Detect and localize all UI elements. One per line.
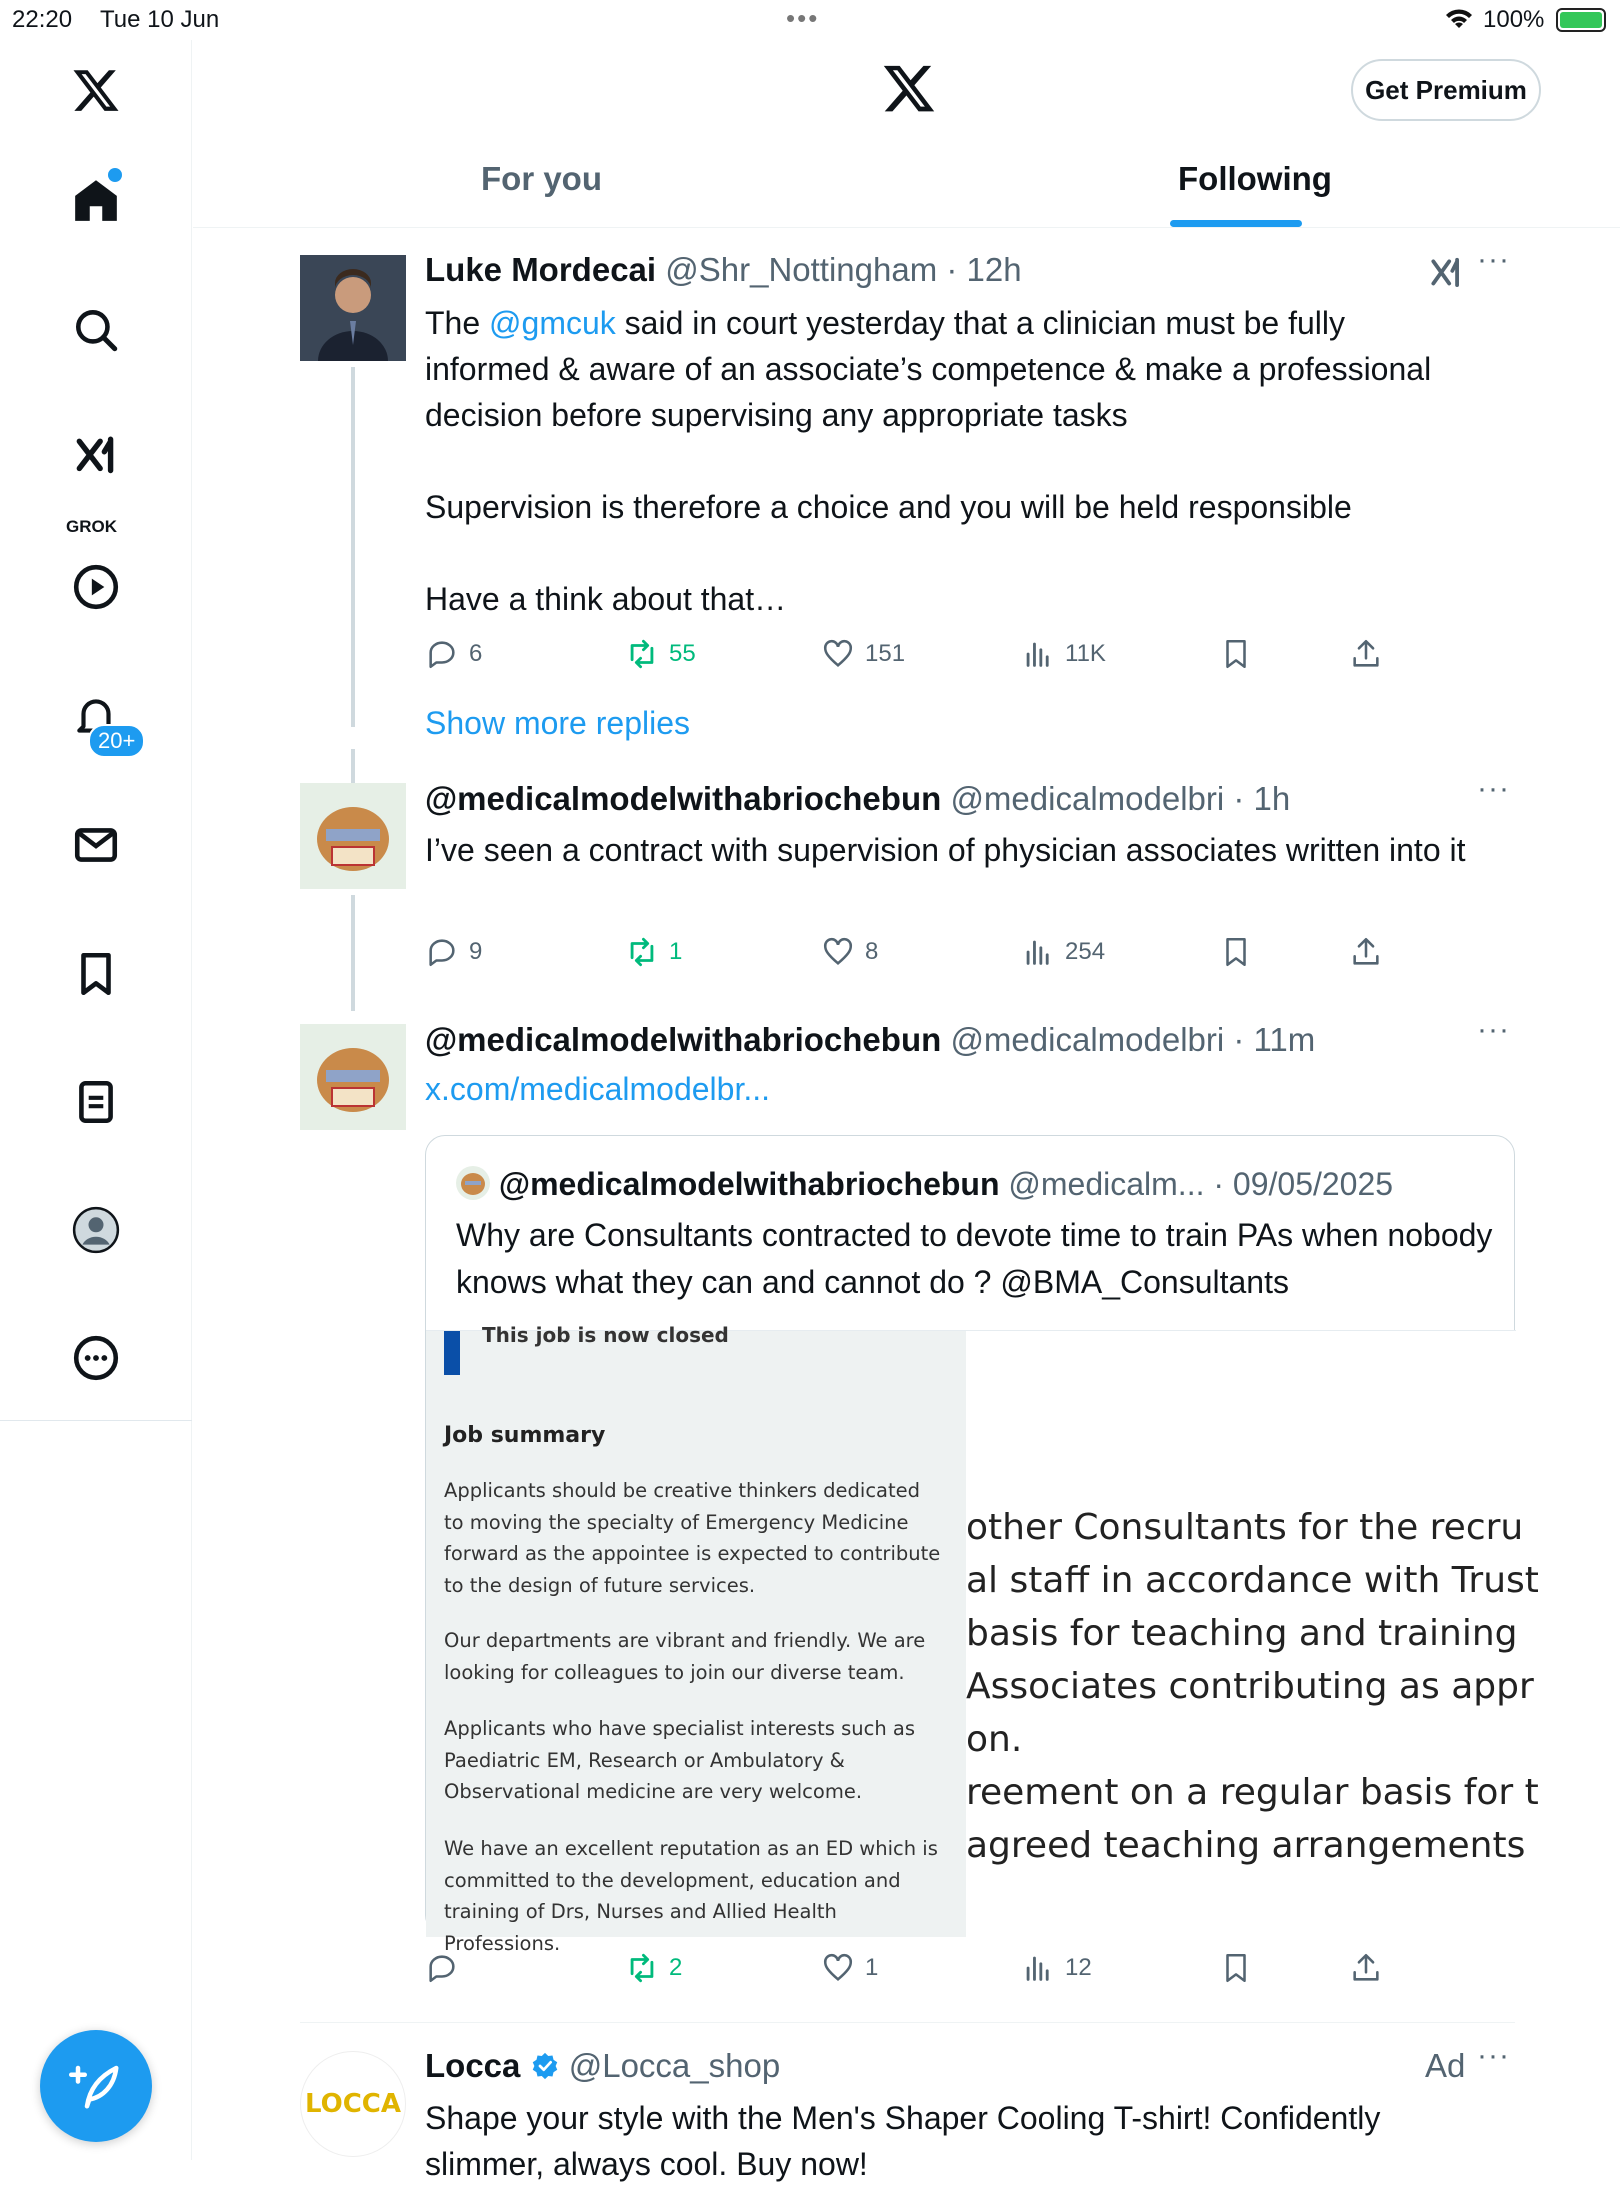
heart-icon: [821, 1951, 855, 1985]
repost-icon: [625, 1951, 659, 1985]
post-time[interactable]: 11m: [1253, 1021, 1316, 1058]
more-options-icon[interactable]: ···: [1477, 772, 1510, 805]
share-icon: [1349, 935, 1383, 969]
share-icon: [1349, 1951, 1383, 1985]
quoted-avatar: [456, 1166, 490, 1200]
wifi-icon: [1444, 6, 1474, 32]
quoted-image[interactable]: [426, 1323, 1539, 1955]
bookmarks-icon[interactable]: [56, 934, 136, 1014]
bookmark-icon: [1219, 935, 1253, 969]
ad-label: Ad: [1425, 2047, 1466, 2084]
heart-icon: [821, 637, 855, 671]
reply-icon: [425, 935, 459, 969]
views-button[interactable]: 254: [1021, 935, 1105, 969]
post-actions: [425, 935, 1425, 975]
battery-icon: [1556, 8, 1606, 32]
sidebar-divider: [0, 1420, 192, 1421]
more-options-icon[interactable]: ···: [1477, 2039, 1510, 2072]
timeline-feed: Luke Mordecai @Shr_Nottingham · 12h ··· The @gmcuk said in court yesterday that a clinician must be fully informed & aware of an associate’s competence & make a professional decision before supervising any appropriate tasks Supervision is therefore a choice and you will be held responsible Have a think about that… 6 55 151 11K Show more replies @medicalmodelwithabriochebun @medicalmodelbri · 1h ··· I’ve seen a contract with supervision of physician associates written into it 9 1 8 254 @medicalmodelwithabriochebun @medicalmodelbri · 11m ··· x.com/medicalmodelbr... @medicalmodelwithabriochebun @medicalm... · 09/05/2025 Why are Consultants contracted to devote time to train PAs when nobody knows what they can and cannot do ? @BMA_Consultants This job is now closed Job summary Applicants should be creative thinkers dedicated to moving the specialty of Emergency Medicine forward as the appointee is expected to contribute to the design of future services. Our departments are vibrant and friendly. We are looking for colleagues to join our diverse team. Applicants who have specialist interests such as Paediatric EM, Research or Ambulatory & Observational medicine are very welcome. We have an excellent reputation as an ED which is committed to the development, education and training of Drs, Nurses and Allied Health Professions. other Consultants for the recru al staff in accordance with Trust basis for teaching and training Associates contributing as appr on. reement on a regular basis for t agreed teaching arrangements 2 1 12 LOCCA Locca @Locca_shop Ad ··· Shape your style with the Men's Shaper Cooling T-shirt! Confidently slimmer, always cool. Buy now!: [193, 229, 1620, 2160]
post-time[interactable]: 12h: [966, 251, 1022, 288]
share-button[interactable]: [1349, 935, 1383, 969]
repost-button[interactable]: 2: [625, 1951, 682, 1985]
repost-button[interactable]: 1: [625, 935, 682, 969]
get-premium-button[interactable]: Get Premium: [1351, 59, 1541, 121]
like-button[interactable]: 151: [821, 637, 905, 671]
bookmark-button[interactable]: [1219, 637, 1253, 671]
avatar[interactable]: [300, 783, 406, 889]
grok-explain-icon[interactable]: [1427, 255, 1465, 293]
reply-button[interactable]: [425, 1951, 469, 1985]
unread-dot: [108, 168, 122, 182]
status-bar: [0, 0, 1620, 40]
bookmark-button[interactable]: [1219, 1951, 1253, 1985]
feather-plus-icon: [69, 2059, 123, 2113]
tab-following[interactable]: Following: [1178, 160, 1332, 197]
messages-envelope-icon[interactable]: [56, 805, 136, 885]
thread-line: [351, 367, 355, 727]
date: Tue 10 Jun: [100, 6, 220, 33]
quoted-text: Why are Consultants contracted to devote time to train PAs when nobody knows what they can and cannot do ? @BMA_Consultants: [456, 1217, 1493, 1300]
search-icon[interactable]: [56, 290, 136, 370]
grok-label: GROK: [66, 517, 117, 536]
author-name[interactable]: Locca: [425, 2047, 521, 2084]
post-actions: [425, 637, 1425, 677]
like-button[interactable]: 8: [821, 935, 878, 969]
repost-icon: [625, 637, 659, 671]
author-name[interactable]: @medicalmodelwithabriochebun: [425, 780, 942, 817]
x-logo-icon[interactable]: [56, 50, 136, 130]
reply-button[interactable]: 6: [425, 637, 482, 671]
quoted-author-handle: @medicalm...: [1008, 1166, 1205, 1202]
share-button[interactable]: [1349, 637, 1383, 671]
video-icon[interactable]: [56, 547, 136, 627]
tab-for-you[interactable]: For you: [481, 160, 602, 197]
grok-icon[interactable]: [56, 418, 136, 498]
repost-button[interactable]: 55: [625, 637, 696, 671]
more-options-icon[interactable]: [56, 1318, 136, 1398]
profile-avatar-icon[interactable]: [56, 1190, 136, 1270]
contract-text-screenshot: other Consultants for the recru al staff in accordance with Trust basis for teaching and training Associates contributing as appr on. reement on a regular basis for t agreed teaching arrangements: [966, 1331, 1516, 1937]
job-summary-screenshot: This job is now closed Job summary Applicants should be creative thinkers dedicated to moving the specialty of Emergency Medicine forward as the appointee is expected to contribute to the design of future services. Our departments are vibrant and friendly. We are looking for colleagues to join our diverse team. Applicants who have specialist interests such as Paediatric EM, Research or Ambulatory & Observational medicine are very welcome. We have an excellent reputation as an ED which is committed to the development, education and training of Drs, Nurses and Allied Health Professions.: [426, 1331, 966, 1937]
sidebar: [0, 40, 192, 2160]
views-button[interactable]: 12: [1021, 1951, 1092, 1985]
post-text: The @gmcuk said in court yesterday that a clinician must be fully informed & aware of an associate’s competence & make a professional decision before supervising any appropriate tasks Supervision is therefore a choice and you will be held responsible Have a think about that…: [425, 305, 1432, 617]
post-actions: [425, 1951, 1425, 1991]
heart-icon: [821, 935, 855, 969]
quoted-author-name: @medicalmodelwithabriochebun: [498, 1166, 1000, 1202]
multitasking-dots-icon[interactable]: •••: [786, 3, 820, 33]
reply-icon: [425, 637, 459, 671]
quoted-date: 09/05/2025: [1232, 1166, 1394, 1202]
clock: 22:20: [12, 6, 73, 33]
reply-icon: [425, 1951, 459, 1985]
notifications-badge: 20+: [88, 724, 145, 758]
home-icon[interactable]: [56, 160, 136, 240]
mention-link[interactable]: @gmcuk: [489, 305, 616, 341]
author-name[interactable]: @medicalmodelwithabriochebun: [425, 1021, 942, 1058]
lists-icon[interactable]: [56, 1062, 136, 1142]
author-handle[interactable]: @Shr_Nottingham: [665, 251, 938, 288]
views-chart-icon: [1021, 935, 1055, 969]
author-handle[interactable]: @Locca_shop: [568, 2047, 781, 2084]
bookmark-icon: [1219, 1951, 1253, 1985]
like-button[interactable]: 1: [821, 1951, 878, 1985]
repost-icon: [625, 935, 659, 969]
share-icon: [1349, 637, 1383, 671]
battery-percent: 100%: [1483, 6, 1545, 33]
compose-post-button[interactable]: [40, 2030, 152, 2142]
author-handle[interactable]: @medicalmodelbri: [950, 780, 1225, 817]
thread-line: [351, 749, 355, 783]
timeline-header: [193, 40, 1620, 228]
more-options-icon[interactable]: ···: [1477, 1013, 1510, 1046]
reply-button[interactable]: 9: [425, 935, 482, 969]
thread-line: [351, 895, 355, 1011]
post-divider: [300, 2022, 1515, 2023]
bookmark-button[interactable]: [1219, 935, 1253, 969]
post-link[interactable]: x.com/medicalmodelbr...: [425, 1071, 771, 1107]
views-button[interactable]: 11K: [1021, 637, 1106, 671]
quoted-post[interactable]: @medicalmodelwithabriochebun @medicalm... · 09/05/2025 Why are Consultants contracted to devote time to train PAs when nobody knows what they can and cannot do ? @BMA_Consultants This job is now closed Job summary Applicants should be creative thinkers dedicated to moving the specialty of Emergency Medicine forward as the appointee is expected to contribute to the design of future services. Our departments are vibrant and friendly. We are looking for colleagues to join our diverse team. Applicants who have specialist interests such as Paediatric EM, Research or Ambulatory & Observational medicine are very welcome. We have an excellent reputation as an ED which is committed to the development, education and training of Drs, Nurses and Allied Health Professions. other Consultants for the recru al staff in accordance with Trust basis for teaching and training Associates contributing as appr on. reement on a regular basis for t agreed teaching arrangements: [425, 1135, 1515, 1935]
views-chart-icon: [1021, 637, 1055, 671]
share-button[interactable]: [1349, 1951, 1383, 1985]
views-chart-icon: [1021, 1951, 1055, 1985]
verified-badge-icon: [530, 2051, 560, 2081]
more-options-icon[interactable]: ···: [1477, 243, 1510, 276]
author-handle[interactable]: @medicalmodelbri: [950, 1021, 1225, 1058]
advertiser-logo[interactable]: LOCCA: [300, 2051, 406, 2157]
post-text: Shape your style with the Men's Shaper Cooling T-shirt! Confidently slimmer, always cool. Buy now!: [425, 2100, 1381, 2182]
avatar[interactable]: [300, 255, 406, 361]
show-more-replies-link[interactable]: Show more replies: [425, 705, 690, 741]
bookmark-icon: [1219, 637, 1253, 671]
author-name[interactable]: Luke Mordecai: [425, 251, 657, 288]
avatar[interactable]: [300, 1024, 406, 1130]
x-logo-icon: [881, 60, 937, 116]
active-tab-indicator: [1170, 220, 1302, 227]
post-text: I’ve seen a contract with supervision of physician associates written into it: [425, 832, 1466, 868]
post-time[interactable]: 1h: [1253, 780, 1291, 817]
